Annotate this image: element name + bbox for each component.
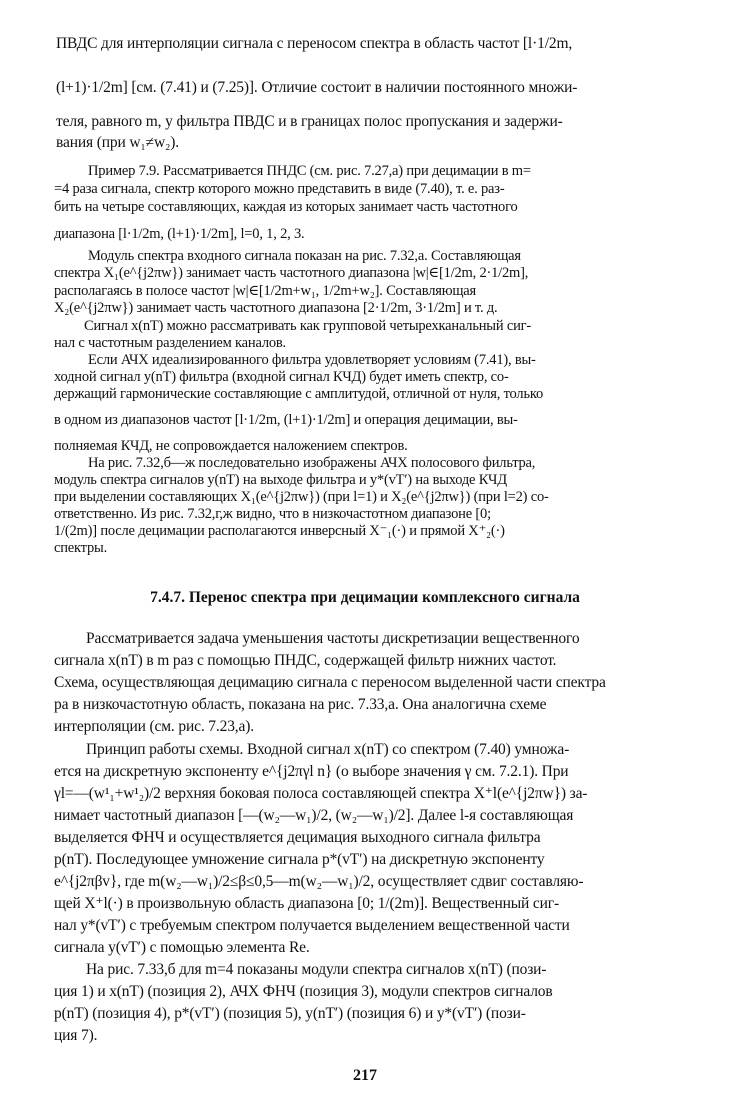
text-line: p(nT) (позиция 4), p*(vT′) (позиция 5), y(nT′) (позиция 6) и y*(vT′) (пози-	[54, 1005, 526, 1022]
example-line: диапазона [l·1/2m, (l+1)·1/2m], l=0, 1, 2, 3.	[54, 226, 305, 242]
text-line: p(nT). Последующее умножение сигнала p*(vT′) на дискретную экспоненту	[54, 851, 545, 868]
example-line: при выделении составляющих X₁(e^{j2πw}) (при l=1) и X₂(e^{j2πw}) (при l=2) со-	[54, 489, 549, 505]
example-line: бить на четыре составляющих, каждая из которых занимает часть частотного	[54, 199, 518, 215]
example-line: нал с частотным разделением каналов.	[54, 335, 286, 351]
example-line: Сигнал x(nT) можно рассматривать как групповой четырехканальный сиг-	[84, 318, 532, 334]
text-line: выделяется ФНЧ и осуществляется децимация выходного сигнала фильтра	[54, 829, 541, 846]
page-number: 217	[353, 1067, 377, 1084]
example-line: полняемая КЧД, не сопровождается наложением спектров.	[54, 438, 408, 454]
text-line: (l+1)·1/2m] [см. (7.41) и (7.25)]. Отличие состоит в наличии постоянного множи-	[56, 79, 578, 96]
example-line: спектры.	[54, 540, 108, 556]
text-line: нимает частотный диапазон [—(w₂—w₁)/2, (w₂—w₁)/2]. Далее l-я составляющая	[54, 807, 574, 824]
text-line: нал y*(vT′) с требуемым спектром получается выделением вещественной части	[54, 917, 570, 934]
example-line: ответственно. Из рис. 7.32,г,ж видно, что в низкочастотном диапазоне [0;	[54, 506, 491, 522]
example-line: Пример 7.9. Рассматривается ПНДС (см. рис. 7.27,а) при децимации в m=	[88, 163, 531, 179]
text-line: ция 1) и x(nT) (позиция 2), АЧХ ФНЧ (позиция 3), модули спектров сигналов	[54, 983, 553, 1000]
text-line: Принцип работы схемы. Входной сигнал x(nT) со спектром (7.40) умножа-	[86, 741, 570, 758]
text-line: ется на дискретную экспоненту e^{j2πγl n} (о выборе значения γ см. 7.2.1). При	[54, 763, 569, 780]
example-line: располагаясь в полосе частот |w|∈[1/2m+w₁, 1/2m+w₂]. Составляющая	[54, 283, 477, 299]
text-line: сигнала x(nT) в m раз с помощью ПНДС, содержащей фильтр нижних частот.	[54, 652, 557, 669]
text-line: γl=—(w¹₁+w¹₂)/2 верхняя боковая полоса составляющей спектра X⁺l(e^{j2πw}) за-	[54, 785, 588, 802]
example-line: ходной сигнал y(nT) фильтра (входной сигнал КЧД) будет иметь спектр, со-	[54, 369, 509, 385]
example-line: На рис. 7.32,б—ж последовательно изображены АЧХ полосового фильтра,	[88, 455, 536, 471]
example-line: X₂(e^{j2πw}) занимает часть частотного диапазона [2·1/2m, 3·1/2m] и т. д.	[54, 300, 498, 316]
text-line: теля, равного m, у фильтра ПВДС и в границах полос пропускания и задержи-	[56, 113, 563, 130]
example-line: 1/(2m)] после децимации располагаются инверсный X⁻₁(·) и прямой X⁺₂(·)	[54, 523, 505, 539]
text-line: сигнала y(vT′) с помощью элемента Re.	[54, 939, 310, 956]
example-line: в одном из диапазонов частот [l·1/2m, (l+1)·1/2m] и операция децимации, вы-	[54, 412, 518, 428]
text-line: e^{j2πβv}, где m(w₂—w₁)/2≤β≤0,5—m(w₂—w₁)/2, осуществляет сдвиг составляю-	[54, 873, 584, 890]
section-heading: 7.4.7. Перенос спектра при децимации комплексного сигнала	[150, 589, 580, 606]
example-line: =4 раза сигнала, спектр которого можно представить в виде (7.40), т. е. раз-	[54, 181, 505, 197]
example-line: Модуль спектра входного сигнала показан на рис. 7.32,а. Составляющая	[88, 248, 521, 264]
text-line: вания (при w₁≠w₂).	[56, 134, 180, 151]
text-line: На рис. 7.33,б для m=4 показаны модули спектра сигналов x(nT) (пози-	[86, 961, 547, 978]
example-line: держащий гармонические составляющие с амплитудой, отличной от нуля, только	[54, 386, 544, 402]
example-line: модуль спектра сигналов y(nT) на выходе фильтра и y*(vT′) на выходе КЧД	[54, 472, 507, 488]
example-line: Если АЧХ идеализированного фильтра удовлетворяет условиям (7.41), вы-	[88, 352, 536, 368]
text-line: ПВДС для интерполяции сигнала с переносом спектра в область частот [l·1/2m,	[56, 35, 573, 52]
text-line: интерполяции (см. рис. 7.23,а).	[54, 718, 254, 735]
text-line: Рассматривается задача уменьшения частоты дискретизации вещественного	[86, 630, 580, 647]
text-line: Схема, осуществляющая децимацию сигнала с переносом выделенной части спектра	[54, 674, 606, 691]
text-line: ция 7).	[54, 1027, 98, 1044]
text-line: ра в низкочастотную область, показана на рис. 7.33,а. Она аналогична схеме	[54, 696, 547, 713]
example-line: спектра X₁(e^{j2πw}) занимает часть частотного диапазона |w|∈[1/2m, 2·1/2m],	[54, 265, 529, 281]
text-line: щей X⁺l(·) в произвольную область диапазона [0; 1/(2m)]. Вещественный сиг-	[54, 895, 559, 912]
